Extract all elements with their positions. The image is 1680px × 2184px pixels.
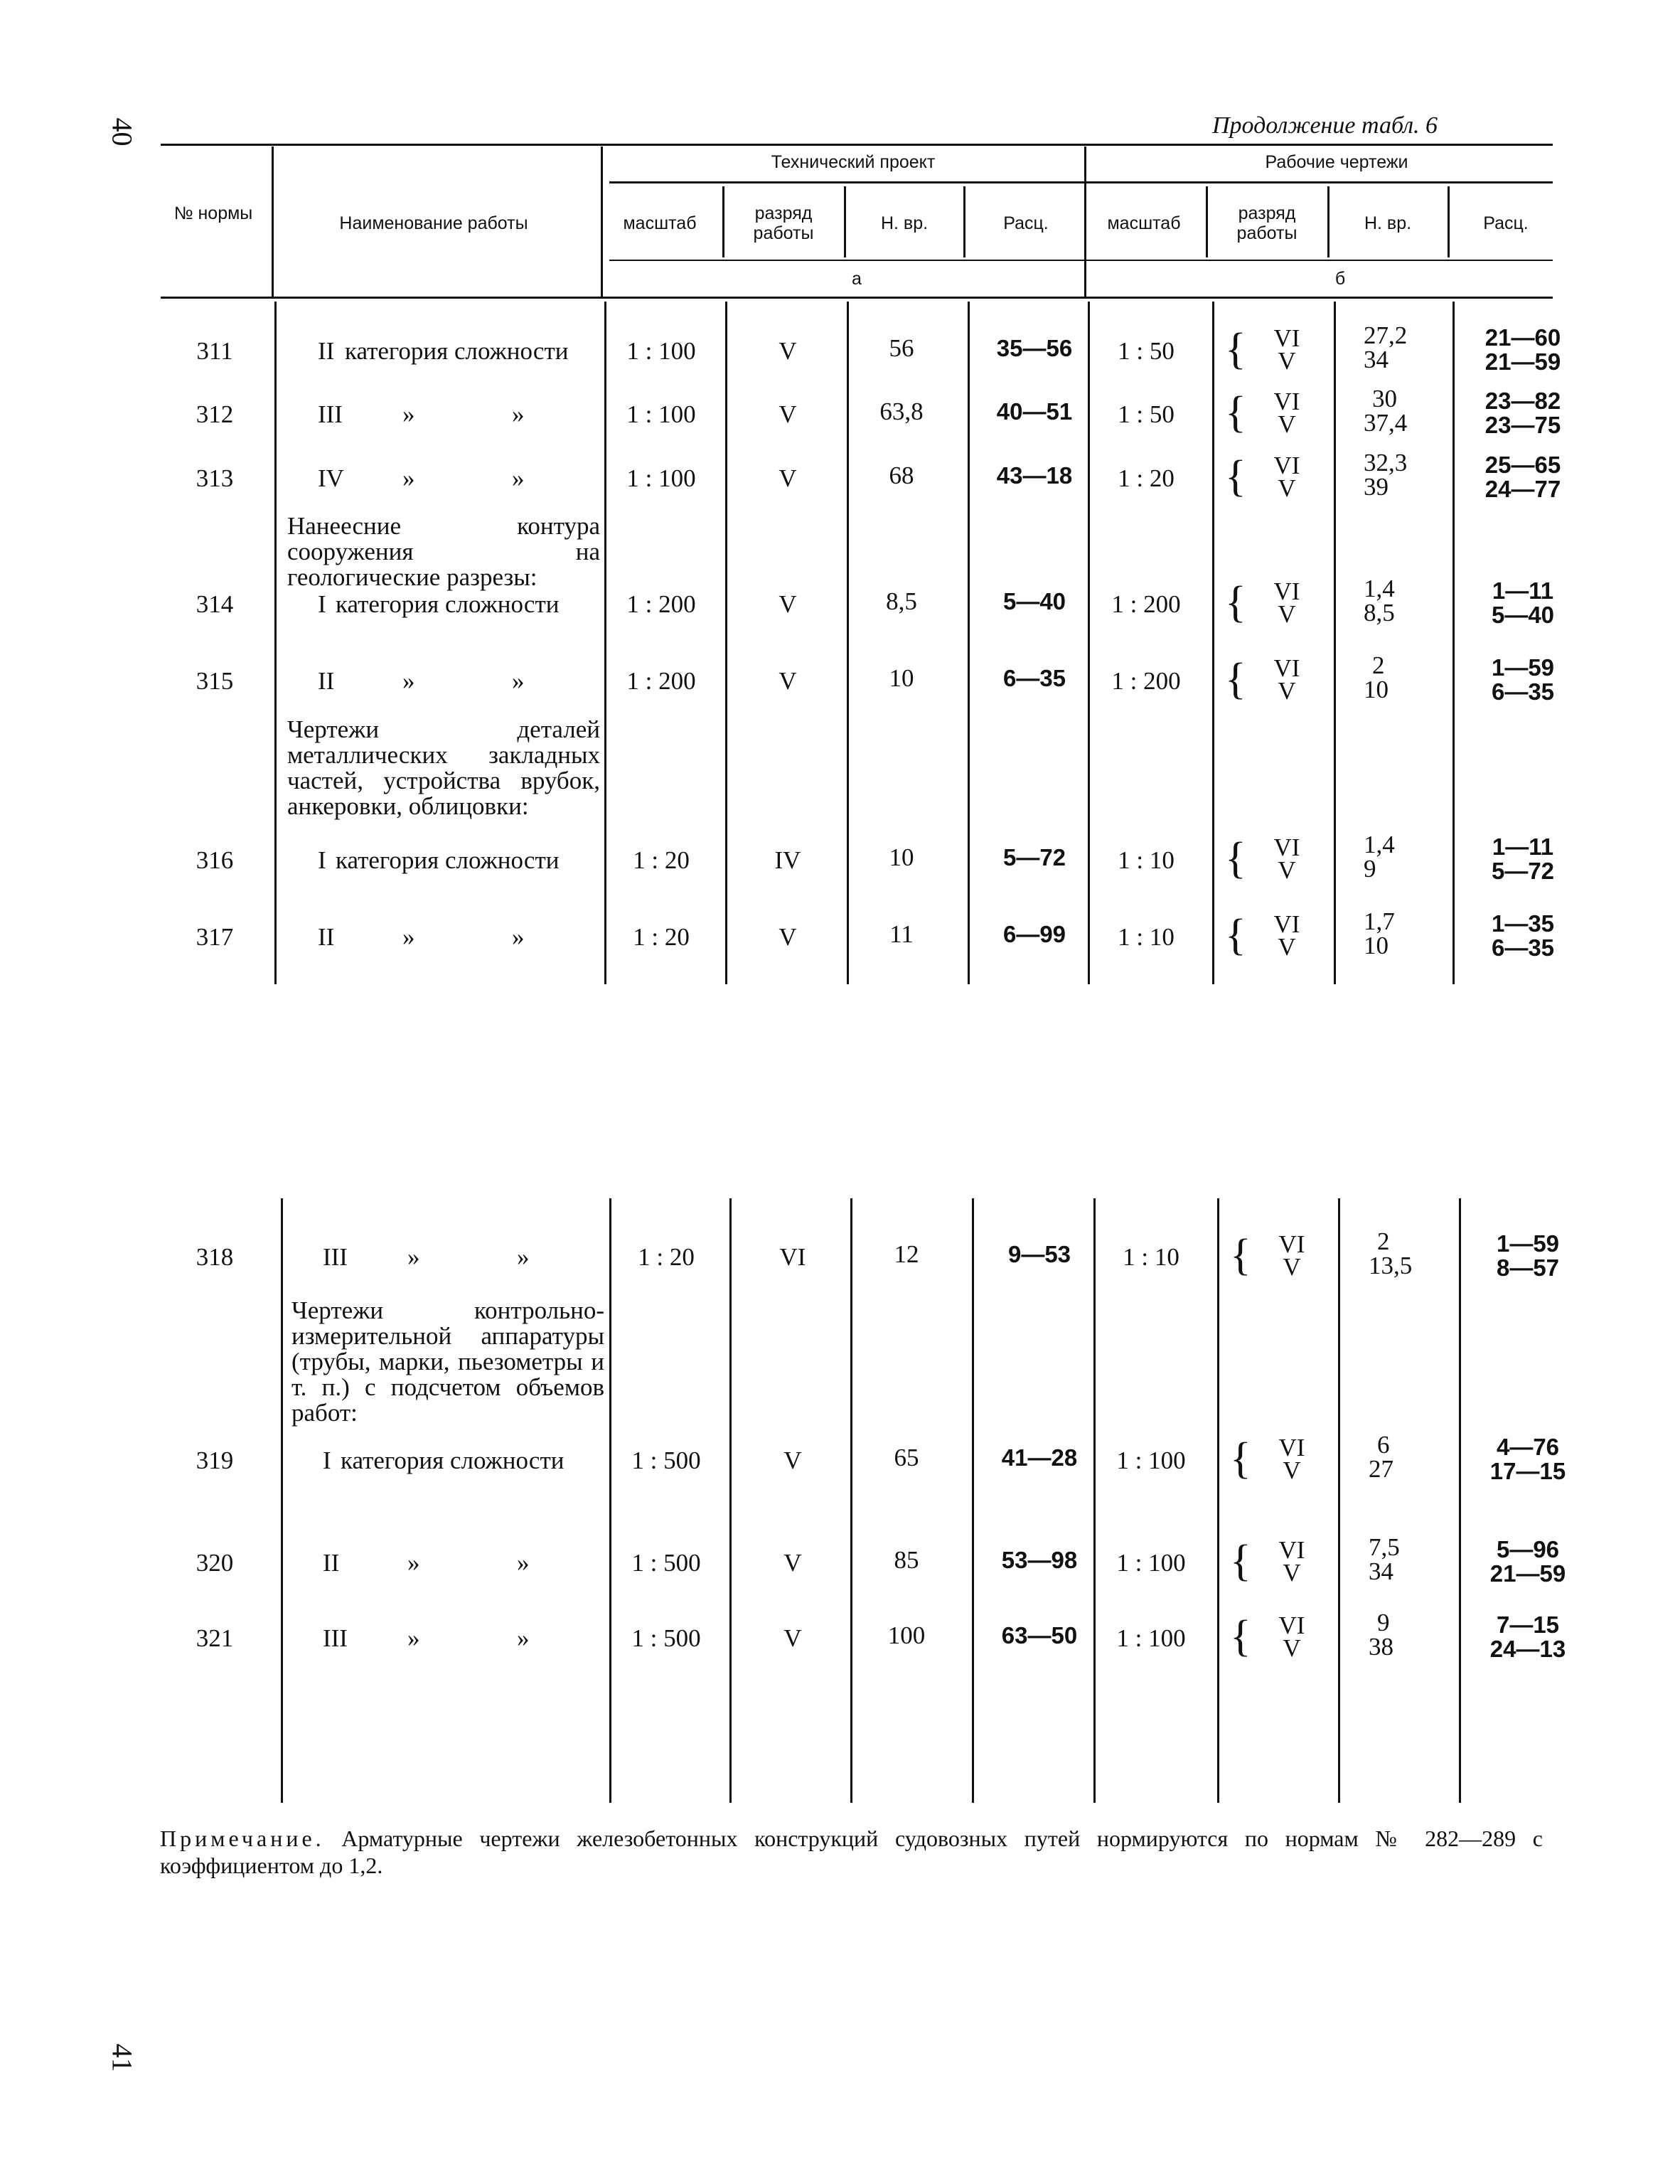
rate-a: 6—35 <box>1002 665 1066 691</box>
grade-brace: { <box>1225 578 1246 627</box>
header-name-column: Наименование работы <box>339 213 528 233</box>
scale-a: 1 : 200 <box>626 667 696 695</box>
header-vline <box>722 186 724 257</box>
scale-b: 1 : 100 <box>1116 1549 1186 1577</box>
rate-a: 63—50 <box>1001 1622 1078 1648</box>
header-scale-a: масштаб <box>623 213 697 233</box>
ditto-mark: » <box>512 464 525 492</box>
rate-b-upper: 25—65 <box>1484 452 1561 478</box>
work-name: категория сложности <box>341 1447 565 1474</box>
norm-number: 317 <box>196 923 234 951</box>
time-a: 10 <box>889 843 914 871</box>
page-number-top: 40 <box>106 117 139 147</box>
grade-a: V <box>779 590 797 618</box>
rate-b-upper: 23—82 <box>1484 388 1561 414</box>
category-numeral: III <box>323 1624 348 1652</box>
header-vline <box>844 186 846 257</box>
rate-b-upper: 1—11 <box>1492 833 1554 860</box>
rate-b-lower: 5—72 <box>1491 858 1555 884</box>
time-b-upper: 2 <box>1372 651 1385 679</box>
time-b-upper: 30 <box>1372 385 1397 412</box>
grade-b-upper: VI <box>1278 1230 1305 1258</box>
column-line <box>609 1198 611 1803</box>
grade-brace: { <box>1225 452 1246 501</box>
time-a: 68 <box>889 462 914 489</box>
column-line <box>850 1198 852 1803</box>
header-grade-b: разряд работы <box>1236 203 1298 243</box>
category-numeral: IV <box>318 464 344 492</box>
rate-a: 53—98 <box>1001 1547 1078 1573</box>
column-line <box>968 302 970 984</box>
time-b-upper: 2 <box>1377 1227 1390 1255</box>
rate-b-lower: 24—77 <box>1484 476 1561 502</box>
column-line <box>847 302 849 984</box>
time-b-upper: 1,7 <box>1364 907 1395 935</box>
norm-number: 321 <box>196 1624 234 1652</box>
category-numeral: III <box>318 400 343 428</box>
norm-number: 316 <box>196 846 234 874</box>
header-vline <box>1448 186 1450 257</box>
rate-b-lower: 6—35 <box>1491 934 1555 961</box>
rate-b-upper: 1—35 <box>1491 910 1555 937</box>
grade-b-lower: V <box>1283 1253 1301 1281</box>
column-line <box>972 1198 974 1803</box>
grade-a: V <box>783 1624 802 1652</box>
grade-a: V <box>779 667 797 695</box>
norm-number: 313 <box>196 464 234 492</box>
header-bottom-rule <box>161 297 1553 299</box>
time-b-lower: 27 <box>1369 1455 1393 1483</box>
header-rate-a: Расц. <box>1003 213 1049 233</box>
scale-a: 1 : 20 <box>633 846 690 874</box>
header-group-working: Рабочие чертежи <box>1265 152 1408 172</box>
time-a: 100 <box>887 1621 926 1649</box>
grade-a: V <box>779 337 797 365</box>
grade-b-lower: V <box>1283 1456 1301 1484</box>
rate-a: 9—53 <box>1007 1241 1071 1267</box>
scale-b: 1 : 100 <box>1116 1447 1186 1474</box>
grade-b-lower: V <box>1278 856 1296 884</box>
ditto-mark: » <box>402 667 415 695</box>
norm-number: 314 <box>196 590 234 618</box>
time-b-upper: 1,4 <box>1364 831 1395 858</box>
rate-b-lower: 6—35 <box>1491 678 1555 705</box>
note-label: Примечание. <box>160 1826 325 1851</box>
scale-a: 1 : 100 <box>626 337 696 365</box>
work-name: категория сложности <box>345 337 569 365</box>
norm-number: 319 <box>196 1447 234 1474</box>
scale-b: 1 : 10 <box>1118 923 1175 951</box>
rate-b-lower: 17—15 <box>1489 1458 1566 1484</box>
rate-b-upper: 5—96 <box>1496 1536 1560 1562</box>
grade-b-lower: V <box>1283 1559 1301 1587</box>
ditto-mark: » <box>517 1624 530 1652</box>
grade-a: V <box>783 1549 802 1577</box>
category-numeral: I <box>318 846 326 874</box>
category-numeral: II <box>318 337 335 365</box>
grade-b-upper: VI <box>1273 577 1300 605</box>
header-sub-rule <box>609 260 1553 261</box>
grade-b-upper: VI <box>1273 833 1300 861</box>
rate-a: 5—40 <box>1002 588 1066 614</box>
scale-a: 1 : 100 <box>626 464 696 492</box>
grade-brace: { <box>1225 325 1246 373</box>
time-a: 56 <box>889 334 914 362</box>
time-a: 11 <box>889 920 914 948</box>
column-line <box>1334 302 1336 984</box>
rate-b-upper: 1—11 <box>1492 577 1554 604</box>
column-line <box>274 302 277 984</box>
grade-brace: { <box>1230 1537 1251 1585</box>
rate-b-upper: 4—76 <box>1496 1434 1560 1460</box>
ditto-mark: » <box>512 400 525 428</box>
grade-brace: { <box>1225 911 1246 959</box>
grade-b-lower: V <box>1278 677 1296 705</box>
column-line <box>1459 1198 1461 1803</box>
header-vline <box>1084 147 1086 297</box>
rate-a: 35—56 <box>996 335 1073 361</box>
time-a: 63,8 <box>879 398 924 425</box>
column-line <box>1212 302 1214 984</box>
grade-brace: { <box>1225 834 1246 883</box>
time-b-lower: 10 <box>1364 932 1389 959</box>
header-letter-b: б <box>1334 269 1346 289</box>
category-numeral: II <box>323 1549 340 1577</box>
column-line <box>729 1198 732 1803</box>
rate-a: 43—18 <box>996 462 1073 489</box>
time-b-lower: 39 <box>1364 473 1389 501</box>
work-name: категория сложности <box>336 590 560 618</box>
grade-b-upper: VI <box>1278 1536 1305 1564</box>
header-group-rule <box>609 181 1553 183</box>
header-time-b: Н. вр. <box>1364 213 1412 233</box>
grade-b-upper: VI <box>1273 324 1300 352</box>
scale-b: 1 : 50 <box>1118 400 1175 428</box>
table-caption: Продолжение табл. 6 <box>1212 112 1438 139</box>
header-rate-b: Расц. <box>1483 213 1529 233</box>
time-b-lower: 8,5 <box>1364 599 1395 627</box>
ditto-mark: » <box>512 667 525 695</box>
header-grade-a: разряд работы <box>753 203 814 243</box>
rate-a: 5—72 <box>1002 844 1066 870</box>
rate-b-upper: 1—59 <box>1496 1230 1560 1257</box>
norm-number: 320 <box>196 1549 234 1577</box>
norm-number: 311 <box>196 337 233 365</box>
scale-a: 1 : 500 <box>631 1447 701 1474</box>
header-time-a: Н. вр. <box>880 213 929 233</box>
ditto-mark: » <box>402 923 415 951</box>
grade-a: V <box>783 1447 802 1474</box>
scale-a: 1 : 500 <box>631 1549 701 1577</box>
grade-b-upper: VI <box>1273 388 1300 415</box>
page-number-bottom: 41 <box>106 2043 139 2072</box>
grade-b-lower: V <box>1278 600 1296 628</box>
scale-a: 1 : 100 <box>626 400 696 428</box>
norm-number: 315 <box>196 667 234 695</box>
time-b-upper: 1,4 <box>1364 575 1395 602</box>
rate-a: 41—28 <box>1001 1444 1078 1471</box>
rate-b-upper: 7—15 <box>1496 1612 1560 1638</box>
ditto-mark: » <box>402 464 415 492</box>
time-a: 85 <box>894 1546 919 1574</box>
grade-brace: { <box>1225 388 1246 437</box>
header-top-rule <box>161 144 1553 146</box>
section-label: Чертежи контрольно-измерительной аппаратуры (трубы, марки, пьезометры и т. п.) с подсчетом объемов работ: <box>291 1296 604 1427</box>
ditto-mark: » <box>402 400 415 428</box>
grade-b-upper: VI <box>1273 452 1300 479</box>
rate-a: 40—51 <box>996 398 1073 425</box>
time-b-lower: 34 <box>1364 346 1389 373</box>
header-scale-b: масштаб <box>1107 213 1181 233</box>
header-vline <box>272 147 274 297</box>
rate-b-upper: 21—60 <box>1484 324 1561 351</box>
rate-b-lower: 24—13 <box>1489 1636 1566 1662</box>
grade-a: V <box>779 464 797 492</box>
norm-number: 312 <box>196 400 234 428</box>
scale-a: 1 : 500 <box>631 1624 701 1652</box>
grade-b-lower: V <box>1278 474 1296 502</box>
category-numeral: I <box>323 1447 331 1474</box>
time-b-lower: 10 <box>1364 676 1389 703</box>
rate-b-lower: 8—57 <box>1496 1255 1560 1281</box>
time-b-lower: 37,4 <box>1364 409 1408 437</box>
time-a: 12 <box>894 1240 919 1268</box>
column-line <box>1217 1198 1219 1803</box>
ditto-mark: » <box>407 1549 420 1577</box>
column-line <box>1452 302 1455 984</box>
header-vline <box>1206 186 1208 257</box>
grade-brace: { <box>1230 1612 1251 1661</box>
scale-b: 1 : 20 <box>1118 464 1175 492</box>
scale-b: 1 : 100 <box>1116 1624 1186 1652</box>
scale-b: 1 : 200 <box>1111 590 1181 618</box>
table-note <box>160 1825 1543 1879</box>
grade-brace: { <box>1230 1434 1251 1483</box>
category-numeral: I <box>318 590 326 618</box>
header-vline <box>963 186 965 257</box>
rate-b-lower: 21—59 <box>1484 348 1561 375</box>
scale-b: 1 : 10 <box>1123 1243 1179 1271</box>
time-b-lower: 34 <box>1369 1557 1393 1585</box>
header-group-technical: Технический проект <box>771 152 936 172</box>
scale-b: 1 : 200 <box>1111 667 1181 695</box>
grade-a: V <box>779 400 797 428</box>
column-line <box>604 302 606 984</box>
grade-b-lower: V <box>1283 1634 1301 1662</box>
time-a: 8,5 <box>886 587 917 615</box>
header-no-column: № нормы <box>173 203 253 223</box>
rate-b-lower: 5—40 <box>1491 602 1555 628</box>
time-b-lower: 13,5 <box>1369 1252 1413 1279</box>
category-numeral: II <box>318 923 335 951</box>
rate-b-lower: 21—59 <box>1489 1560 1566 1587</box>
time-b-upper: 7,5 <box>1369 1533 1400 1561</box>
grade-b-lower: V <box>1278 410 1296 438</box>
ditto-mark: » <box>517 1243 530 1271</box>
time-b-upper: 32,3 <box>1364 449 1408 476</box>
time-a: 10 <box>889 664 914 692</box>
category-numeral: II <box>318 667 335 695</box>
column-line <box>281 1198 283 1803</box>
grade-b-upper: VI <box>1273 654 1300 682</box>
scale-a: 1 : 20 <box>633 923 690 951</box>
time-b-lower: 9 <box>1364 855 1376 883</box>
time-b-lower: 38 <box>1369 1633 1393 1661</box>
rate-b-upper: 1—59 <box>1491 654 1555 681</box>
header-letter-a: а <box>852 269 862 289</box>
grade-a: V <box>779 923 797 951</box>
scale-a: 1 : 20 <box>638 1243 695 1271</box>
note-text: Арматурные чертежи железобетонных конструкций судовозных путей нормируются по нормам № 282—289 с коэффициентом до 1,2. <box>160 1826 1543 1878</box>
grade-a: IV <box>774 846 801 874</box>
time-b-upper: 27,2 <box>1364 321 1408 349</box>
header-vline <box>1327 186 1329 257</box>
time-b-upper: 9 <box>1377 1609 1390 1636</box>
work-name: категория сложности <box>336 846 560 874</box>
header-vline <box>601 147 603 297</box>
time-a: 65 <box>894 1444 919 1471</box>
section-label: Нанеесние контура сооружения на геологические разрезы: <box>287 512 600 591</box>
ditto-mark: » <box>407 1243 420 1271</box>
norm-number: 318 <box>196 1243 234 1271</box>
column-line <box>1093 1198 1096 1803</box>
column-line <box>725 302 727 984</box>
grade-b-upper: VI <box>1278 1434 1305 1461</box>
scale-b: 1 : 50 <box>1118 337 1175 365</box>
grade-b-lower: V <box>1278 347 1296 375</box>
grade-b-upper: VI <box>1273 910 1300 938</box>
section-label: Чертежи деталей металлических закладных частей, устройства врубок, анкеровки, облицовки: <box>287 715 600 820</box>
column-line <box>1088 302 1090 984</box>
scale-b: 1 : 10 <box>1118 846 1175 874</box>
grade-brace: { <box>1230 1231 1251 1279</box>
rate-a: 6—99 <box>1002 921 1066 947</box>
grade-brace: { <box>1225 655 1246 703</box>
grade-b-upper: VI <box>1278 1612 1305 1639</box>
time-b-upper: 6 <box>1377 1431 1390 1459</box>
ditto-mark: » <box>407 1624 420 1652</box>
column-line <box>1338 1198 1340 1803</box>
scale-a: 1 : 200 <box>626 590 696 618</box>
ditto-mark: » <box>512 923 525 951</box>
grade-a: VI <box>779 1243 806 1271</box>
grade-b-lower: V <box>1278 933 1296 961</box>
category-numeral: III <box>323 1243 348 1271</box>
rate-b-lower: 23—75 <box>1484 412 1561 438</box>
ditto-mark: » <box>517 1549 530 1577</box>
